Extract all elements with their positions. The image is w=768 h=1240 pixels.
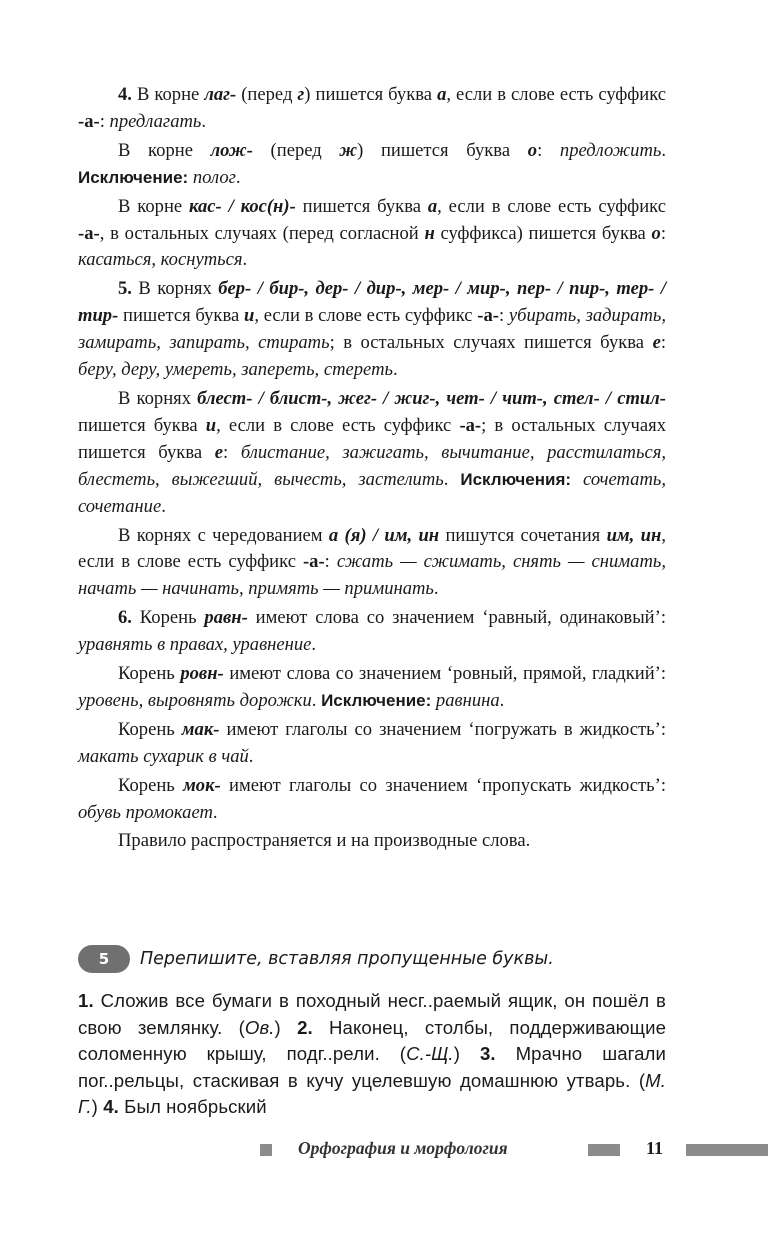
- footer-square: [260, 1144, 272, 1156]
- root: ровн-: [180, 663, 224, 685]
- task-number-badge: 5: [78, 945, 130, 973]
- roots: бер- / бир-, дер- / дир-, мер- / мир-, пер- / пир-, тер- / тир-: [78, 278, 666, 327]
- task-header: [78, 944, 678, 974]
- text: суффикса) пишется буква: [434, 222, 652, 244]
- suffix: -а-: [459, 414, 482, 436]
- text: ; в остальных случаях пишется буква: [78, 414, 667, 463]
- rule-paragraph: [78, 276, 666, 384]
- root: кас- / кос(н)-: [189, 195, 296, 217]
- text: , в остальных случаях (перед согласной: [99, 222, 425, 244]
- text: .: [242, 249, 248, 271]
- text: ; в остальных случаях пишется буква: [329, 332, 653, 354]
- letter: ж: [339, 139, 358, 161]
- text: :: [537, 139, 560, 161]
- letter: о: [651, 222, 661, 244]
- text: ) пишется буква: [304, 84, 438, 105]
- task-instruction: Перепишите, вставляя пропущенные буквы.: [140, 949, 554, 969]
- text: , если в слове есть суффикс: [78, 524, 666, 573]
- page-footer: [0, 1138, 768, 1164]
- text: Корень: [131, 607, 205, 629]
- text: (перед: [236, 84, 298, 105]
- letter: а: [427, 195, 438, 217]
- text: .: [499, 689, 505, 711]
- rules-block: [78, 82, 666, 855]
- sentence-number: 3.: [479, 1043, 496, 1064]
- root: мак-: [181, 718, 220, 740]
- text: .: [212, 801, 218, 823]
- text: .: [311, 634, 317, 656]
- suffix: -а-: [78, 222, 100, 244]
- letter: о: [527, 139, 538, 161]
- exercise-text: [78, 988, 666, 1121]
- footer-section-title: Орфография и морфология: [298, 1138, 508, 1158]
- text: :: [498, 305, 509, 327]
- sentence: Наконец, столбы, поддерживающие соломенную крышу, подг..рели. (: [78, 1016, 667, 1064]
- letter: е: [214, 441, 224, 463]
- text: Правило распространяется и на производные слова.: [118, 830, 531, 852]
- author: М. Г.: [78, 1069, 666, 1117]
- exception: равнина: [431, 689, 500, 711]
- text: ): [91, 1096, 104, 1117]
- exception-label: Исключение:: [321, 690, 432, 710]
- sentence-number: 1.: [78, 990, 94, 1011]
- text: В корне: [118, 195, 190, 217]
- sentence: Мрачно шагали пог..рельцы, стаскивая в кучу уцелевшую домашнюю утварь. (: [78, 1043, 666, 1091]
- sentence-number: 4.: [103, 1096, 119, 1117]
- rule-paragraph: [78, 773, 666, 827]
- letter: г: [297, 84, 305, 105]
- text: имеют слова со значением ‘ровный, прямой, гладкий’:: [223, 663, 666, 685]
- text: В корнях: [118, 387, 198, 409]
- text: .: [392, 359, 398, 381]
- rule-paragraph: [78, 717, 666, 771]
- letter: н: [424, 222, 435, 244]
- sentence: Был ноябрьский: [118, 1096, 267, 1117]
- author: С.-Щ.: [406, 1043, 454, 1064]
- text: , если в слове есть суффикс: [254, 305, 478, 327]
- text: пишется буква: [295, 195, 428, 217]
- text: ) пишется буква: [357, 139, 528, 161]
- root: лож-: [210, 139, 253, 161]
- text: ): [453, 1043, 480, 1064]
- text: .: [235, 166, 241, 188]
- text: В корнях с чередованием: [118, 524, 329, 546]
- example: предложить: [559, 139, 662, 161]
- letter: и: [205, 414, 217, 436]
- text: имеют глаголы со значением ‘погружать в жидкость’:: [219, 718, 666, 740]
- text: ): [274, 1016, 298, 1038]
- letter: е: [652, 332, 661, 354]
- text: В корне: [118, 139, 211, 161]
- text: :: [660, 222, 666, 244]
- text: :: [660, 332, 666, 354]
- text: .: [443, 468, 461, 490]
- text: :: [223, 441, 241, 463]
- root: мок-: [183, 774, 221, 796]
- rule-paragraph: [78, 386, 666, 521]
- rule-number: 6.: [118, 607, 132, 629]
- sentence: Сложив все бумаги в походный несг..раемый ящик, он пошёл в свою землянку. (: [78, 990, 666, 1038]
- root: лаг-: [204, 84, 237, 105]
- text: .: [201, 110, 207, 132]
- exception: сочетать, сочетание: [78, 468, 667, 517]
- example: касаться, коснуться: [78, 249, 243, 271]
- rule-paragraph: [78, 194, 666, 275]
- text: Корень: [118, 718, 182, 740]
- text: .: [248, 745, 254, 767]
- text: .: [661, 139, 666, 161]
- text: В корне: [131, 84, 205, 105]
- rule-paragraph: [78, 828, 666, 855]
- text: .: [311, 689, 322, 711]
- text: :: [324, 551, 337, 573]
- rule-paragraph: [78, 605, 666, 659]
- text: , если в слове есть суффикс: [446, 84, 667, 105]
- example: беру, деру, умереть, запереть, стереть: [78, 359, 393, 381]
- text: :: [99, 110, 110, 132]
- example: уравнять в правах, уравнение: [78, 634, 312, 656]
- example: предлагать: [109, 110, 202, 132]
- text: .: [161, 495, 166, 517]
- example: убирать, задирать, замирать, запирать, стирать: [78, 305, 666, 354]
- exception-label: Исключение:: [78, 167, 189, 187]
- letter: и: [243, 305, 255, 327]
- example: сжать — сжимать, снять — снимать, начать — начинать, примять — приминать: [78, 551, 666, 600]
- rule-paragraph: [78, 138, 666, 192]
- root: равн-: [204, 607, 248, 629]
- text: , если в слове есть суффикс: [437, 195, 666, 217]
- text: пишется буква: [78, 414, 206, 436]
- rule-number: 5.: [118, 278, 132, 300]
- example: обувь промокает: [78, 801, 213, 823]
- rule-paragraph: [78, 82, 666, 136]
- text: , если в слове есть суффикс: [216, 414, 460, 436]
- rule-paragraph: [78, 523, 666, 604]
- example: уровень, выровнять дорожки: [78, 689, 312, 711]
- text: имеют слова со значением ‘равный, одинаковый’:: [247, 607, 666, 629]
- sentence-number: 2.: [297, 1016, 313, 1038]
- text: имеют глаголы со значением ‘пропускать жидкость’:: [220, 774, 666, 796]
- text: Корень: [118, 663, 181, 685]
- footer-bar-right: [686, 1144, 768, 1156]
- text: (перед: [252, 139, 340, 161]
- combination: им, ин: [606, 524, 662, 546]
- example: блистание, зажигать, вычитание, расстилаться, блестеть, выжегший, вычесть, застелить: [78, 441, 666, 490]
- author: Ов.: [244, 1016, 275, 1038]
- page-number: 11: [646, 1138, 664, 1158]
- text: пишутся сочетания: [439, 524, 607, 546]
- exception-label: Исключения:: [460, 469, 572, 489]
- alternation: а (я) / им, ин: [328, 524, 440, 546]
- footer-bar: [588, 1144, 620, 1156]
- rule-paragraph: [78, 661, 666, 715]
- roots: блест- / блист-, жег- / жиг-, чет- / чит-, стел- / стил-: [197, 387, 667, 409]
- example: макать сухарик в чай: [78, 745, 249, 767]
- text: Корень: [118, 774, 184, 796]
- rule-number: 4.: [118, 84, 132, 105]
- text: пишется буква: [118, 305, 244, 327]
- text: .: [433, 578, 439, 600]
- suffix: -а-: [78, 110, 100, 132]
- suffix: -а-: [477, 305, 499, 327]
- text: В корнях: [131, 278, 219, 300]
- letter: а: [437, 84, 447, 105]
- exception: полог: [188, 166, 236, 188]
- suffix: -а-: [302, 551, 325, 573]
